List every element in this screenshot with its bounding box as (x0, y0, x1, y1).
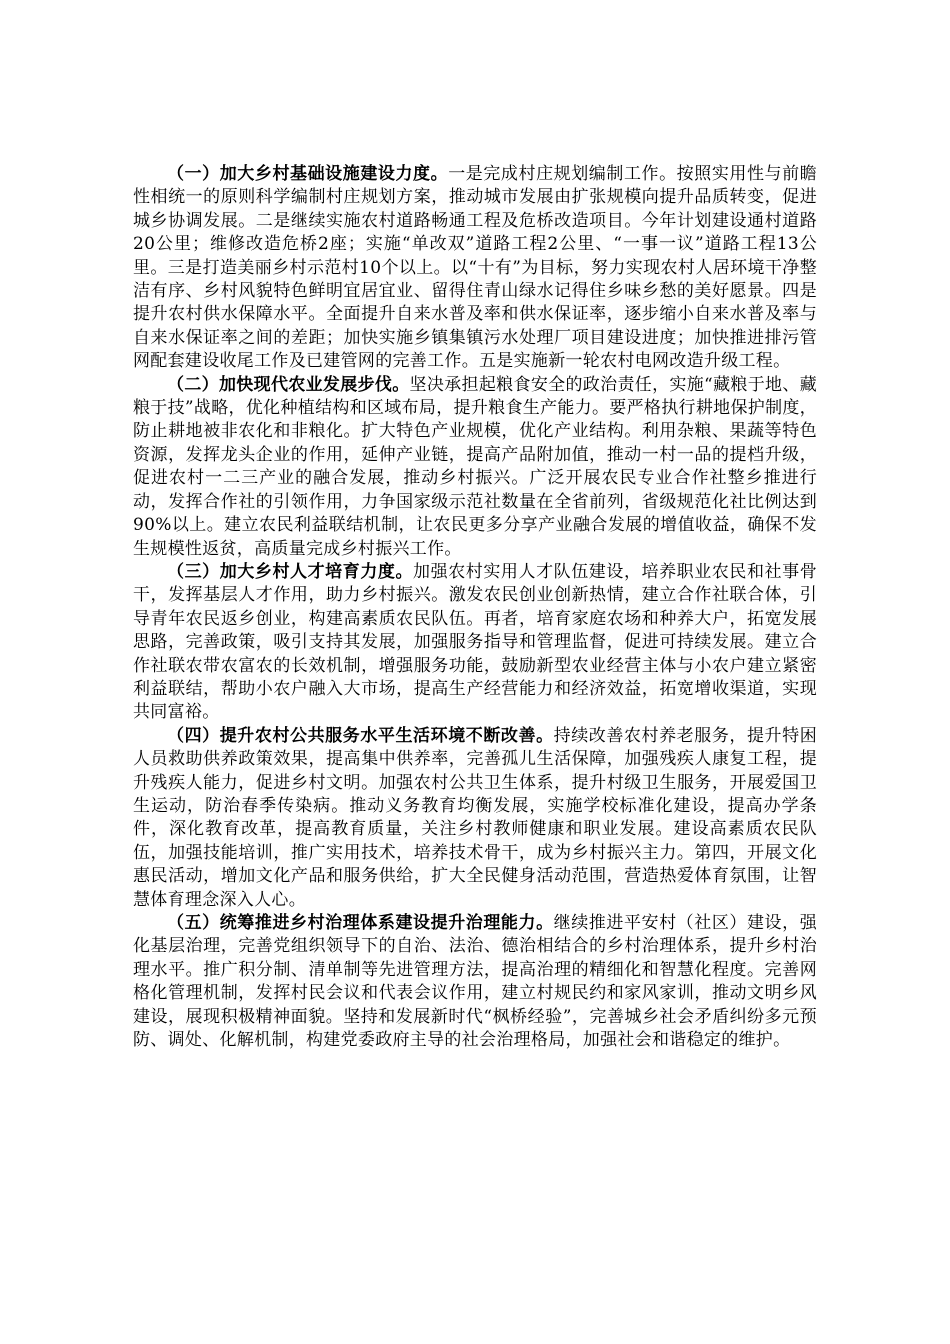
paragraph-heading: （四）提升农村公共服务水平生活环境不断改善。 (167, 725, 554, 746)
paragraph-talent-cultivation (133, 561, 817, 725)
paragraph-text: 持续改善农村养老服务，提升特困人员救助供养政策效果，提高集中供养率，完善孤儿生活保障，加强残疾人康复工程，提升残疾人能力，促进乡村文明。加强农村公共卫生体系，提升村级卫生服务，开展爱国卫生运动，防治春季传染病。推动义务教育均衡发展，实施学校标准化建设，提高办学条件，深化教育改革，提高教育质量，关注乡村教师健康和职业发展。建设高素质农民队伍，加强技能培训，推广实用技术，培养技术骨干，成为乡村振兴主力。第四，开展文化惠民活动，增加文化产品和服务供给，扩大全民健身活动范围，营造热爱体育氛围，让智慧体育理念深入人心。 (133, 725, 818, 910)
paragraph-text: 一是完成村庄规划编制工作。按照实用性与前瞻性相统一的原则科学编制村庄规划方案，推动城市发展由扩张规模向提升品质转变，促进城乡协调发展。二是继续实施农村道路畅通工程及危桥改造项目。今年计划建设通村道路20公里；维修改造危桥2座；实施“单改双”道路工程2公里、“一事一议”道路工程13公里。三是打造美丽乡村示范村10个以上。以“十有”为目标，努力实现农村人居环境干净整洁有序、乡村风貌特色鲜明宜居宜业、留得住青山绿水记得住乡味乡愁的美好愿景。四是提升农村供水保障水平。全面提升自来水普及率和供水保证率，逐步缩小自来水普及率与自来水保证率之间的差距；加快实施乡镇集镇污水处理厂项目建设进度；加快推进排污管网配套建设收尾工作及已建管网的完善工作。五是实施新一轮农村电网改造升级工程。 (133, 164, 817, 372)
paragraph-heading: （一）加大乡村基础设施建设力度。 (167, 164, 449, 184)
paragraph-modern-agriculture (133, 374, 817, 561)
paragraph-heading: （三）加大乡村人才培育力度。 (167, 561, 414, 582)
paragraph-rural-governance (133, 912, 817, 1052)
paragraph-text: 继续推进平安村（社区）建设，强化基层治理，完善党组织领导下的自治、法治、德治相结合的乡村治理体系，提升乡村治理水平。推广积分制、清单制等先进管理方法，提高治理的精细化和智慧化程度。完善网格化管理机制，发挥村民会议和代表会议作用，建立村规民约和家风家训，推动文明乡风建设，展现积极精神面貌。坚持和发展新时代“枫桥经验”，完善城乡社会矛盾纠纷多元预防、调处、化解机制，构建党委政府主导的社会治理格局，加强社会和谐稳定的维护。 (133, 913, 818, 1051)
paragraph-text: 坚决承担起粮食安全的政治责任，实施“藏粮于地、藏粮于技”战略，优化种植结构和区域布局，提升粮食生产能力。要严格执行耕地保护制度，防止耕地被非农化和非粮化。扩大特色产业规模，优化产业结构。利用杂粮、果蔬等特色资源，发挥龙头企业的作用，延伸产业链，提高产品附加值，推动一村一品的提档升级，促进农村一二三产业的融合发展，推动乡村振兴。广泛开展农民专业合作社整乡推进行动，发挥合作社的引领作用，力争国家级示范社数量在全省前列，省级规范化社比例达到90%以上。建立农民利益联结机制，让农民更多分享产业融合发展的增值收益，确保不发生规模性返贫，高质量完成乡村振兴工作。 (133, 374, 817, 559)
paragraph-text: 加强农村实用人才队伍建设，培养职业农民和社事骨干，发挥基层人才作用，助力乡村振兴。激发农民创业创新热情，建立合作社联合体，引导青年农民返乡创业，构建高素质农民队伍。再者，培育家庭农场和种养大户，拓宽发展思路，完善政策，吸引支持其发展，加强服务指导和管理监督，促进可持续发展。建立合作社联农带农富农的长效机制，增强服务功能，鼓励新型农业经营主体与小农户建立紧密利益联结，帮助小农户融入大市场，提高生产经营能力和经济效益，拓宽增收渠道，实现共同富裕。 (133, 561, 817, 723)
paragraph-infrastructure (133, 163, 817, 374)
paragraph-heading: （五）统筹推进乡村治理体系建设提升治理能力。 (167, 913, 554, 933)
paragraph-heading: （二）加快现代农业发展步伐。 (167, 374, 410, 395)
document-body (133, 163, 817, 1052)
paragraph-public-services (133, 725, 817, 912)
